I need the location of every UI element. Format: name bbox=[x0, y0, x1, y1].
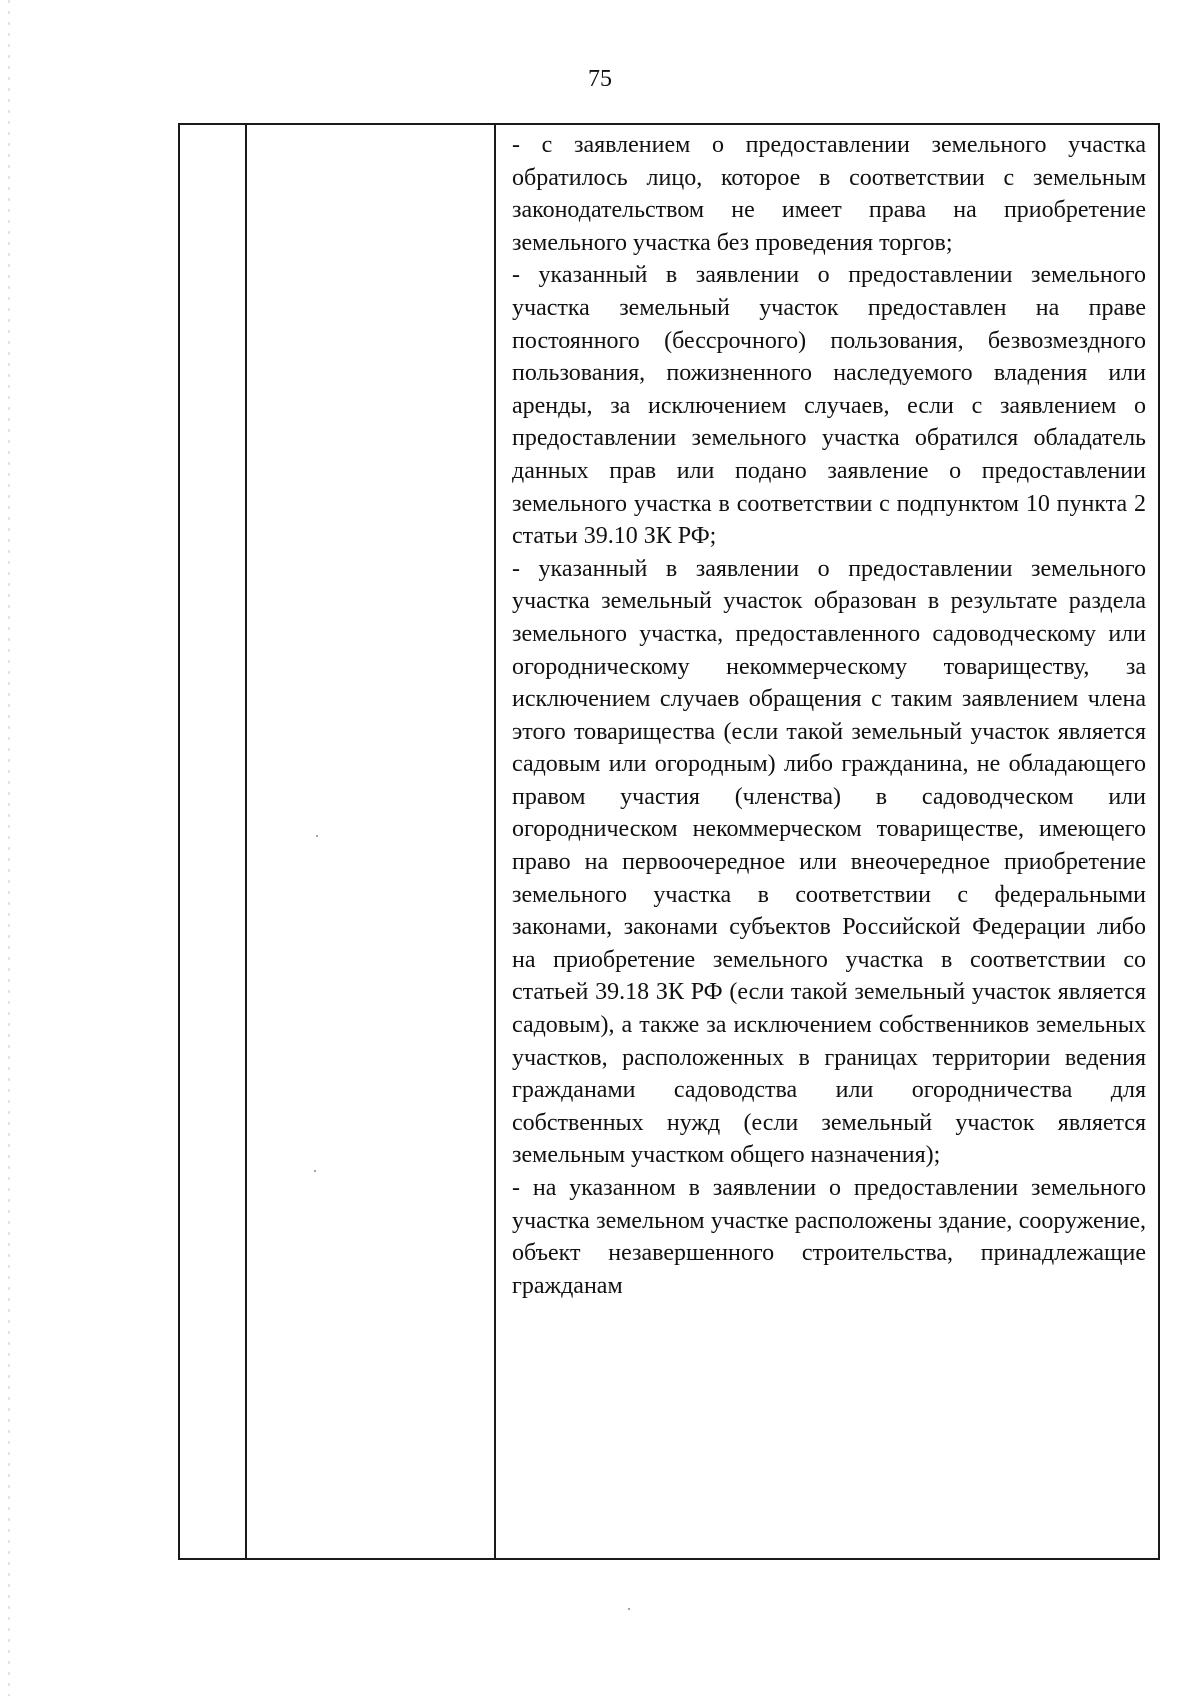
table-column-number bbox=[180, 125, 247, 1558]
page-number: 75 bbox=[588, 66, 612, 92]
scan-edge-artifact bbox=[8, 0, 10, 1696]
grounds-paragraph: - на указанном в заявлении о предоставлении земельного участка земельном участке расположены здание, сооружение, объект незавершенного строительства, принадлежащие гражданам bbox=[512, 1175, 1146, 1299]
grounds-paragraph: - указанный в заявлении о предоставлении земельного участка земельный участок предоставлен на праве постоянного (бессрочного) пользования, безвозмездного пользования, пожизненного наследуемого владения или аренды, за исключением случаев, если с заявлением о предоставлении земельного участка обратился обладатель данных прав или подано заявление о предоставлении земельного участка в соответствии с подпунктом 10 пункта 2 статьи 39.10 ЗК РФ; bbox=[512, 262, 1146, 550]
scan-speck bbox=[316, 835, 318, 837]
table-column-name bbox=[247, 125, 496, 1558]
grounds-paragraph: - с заявлением о предоставлении земельного участка обратилось лицо, которое в соответствии с земельным законодательством не имеет права на приобретение земельного участка без проведения торгов; bbox=[512, 132, 1146, 256]
grounds-paragraph: - указанный в заявлении о предоставлении земельного участка земельный участок образован в результате раздела земельного участка, предоставленного садоводческому или огородническому некоммерческому товариществу, за исключением случаев обращения с таким заявлением члена этого товарищества (если такой земельный участок является садовым или огородным) либо гражданина, не обладающего правом участия (членства) в садоводческом или огородническом некоммерческом товариществе, имеющего право на первоочередное или внеочередное приобретение земельного участка в соответствии с федеральными законами, законами субъектов Российской Федерации либо на приобретение земельного участка в соответствии со статьей 39.18 ЗК РФ (если такой земельный участок является садовым), а также за исключением собственников земельных участков, расположенных в границах территории ведения гражданами садоводства или огородничества для собственных нужд (если земельный участок является земельным участком общего назначения); bbox=[512, 555, 1146, 1169]
table-column-grounds bbox=[496, 125, 1158, 1558]
scan-speck bbox=[628, 1608, 630, 1610]
requirements-table bbox=[178, 123, 1160, 1560]
scan-speck bbox=[314, 1170, 316, 1172]
